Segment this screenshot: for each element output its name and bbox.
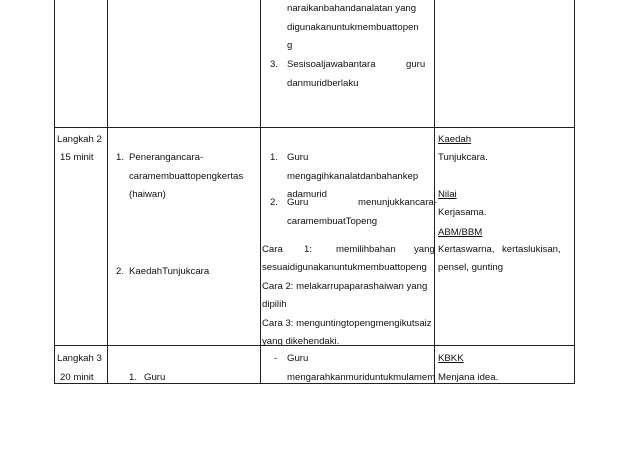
- row-divider-top: [54, 127, 575, 128]
- content-item-1-line-2: caramembuattopengkertas: [129, 171, 244, 182]
- step-3-label: Langkah 3: [57, 353, 102, 364]
- step-duration: 15 minit: [60, 152, 94, 163]
- activity-item-3-text-right: guru: [406, 59, 426, 70]
- step-3-content-number: 1.: [129, 372, 138, 383]
- activity-item-2-word-a: Guru: [287, 197, 309, 208]
- column-divider-1: [107, 0, 108, 384]
- activity-item-1-number: 1.: [270, 152, 279, 163]
- content-item-2-text: KaedahTunjukcara: [129, 266, 210, 277]
- activity-item-3-text: Sesisoaljawabantara: [287, 59, 376, 70]
- activity-continued-line-1: naraikanbahandanalatan yang: [287, 3, 417, 14]
- activity-item-2-number: 2.: [270, 197, 279, 208]
- activity-item-3-line-2: danmuridberlaku: [287, 78, 359, 89]
- step-3-duration: 20 minit: [60, 372, 94, 383]
- activity-continued-line-2: digunakanuntukmembuattopen: [287, 22, 419, 33]
- activity-item-2-word-b: menunjukkancara-: [358, 197, 437, 208]
- step-3-activity-dash: -: [274, 353, 278, 364]
- activity-item-3-number: 3.: [270, 59, 279, 70]
- kbkk-heading: KBKK: [438, 353, 464, 364]
- content-item-1-line-3: (haiwan): [129, 189, 166, 200]
- activity-item-1-line-1: Guru: [287, 152, 309, 163]
- nilai-heading: Nilai: [438, 189, 457, 200]
- step-3-activity-line-1: Guru: [287, 353, 309, 364]
- table-right-border: [574, 0, 575, 384]
- cara-3-line-2: yang dikehendaki.: [262, 336, 340, 347]
- content-item-2-number: 2.: [116, 266, 125, 277]
- activity-item-2-line-2: caramembuatTopeng: [287, 216, 378, 227]
- kaedah-heading: Kaedah: [438, 134, 472, 145]
- abm-word-2: kertaslukisan,: [502, 244, 561, 255]
- column-divider-3: [434, 0, 435, 384]
- activity-continued-line-3: g: [287, 40, 293, 51]
- column-divider-2: [260, 0, 261, 384]
- step-3-activity-line-2: mengarahkanmuriduntukmulamem: [287, 372, 436, 383]
- content-item-1-line-1: Penerangancara-: [129, 152, 204, 163]
- abm-word-1: Kertaswarna,: [438, 244, 495, 255]
- nilai-value: Kerjasama.: [438, 207, 487, 218]
- cara-1-word-3: memilihbahan: [336, 244, 396, 255]
- abm-heading: ABM/BBM: [438, 227, 483, 238]
- cara-2-line-1: Cara 2: melakarrupaparashaiwan yang: [262, 281, 428, 292]
- activity-item-1-line-2: mengagihkanalatdanbahankep: [287, 171, 419, 182]
- cara-2-line-2: dipilih: [262, 299, 287, 310]
- cara-1-line-2: sesuaidigunakanuntukmembuattopeng: [262, 262, 427, 273]
- cara-1-word-1: Cara: [262, 244, 283, 255]
- content-item-1-number: 1.: [116, 152, 125, 163]
- step-label: Langkah 2: [57, 134, 102, 145]
- step-3-content-text: Guru: [144, 372, 166, 383]
- cara-1-word-4: yang: [414, 244, 435, 255]
- table-left-border: [54, 0, 55, 384]
- kaedah-value: Tunjukcara.: [438, 152, 488, 163]
- abm-line-2: pensel, gunting: [438, 262, 504, 273]
- kbkk-value: Menjana idea.: [438, 372, 499, 383]
- cara-3-line-1: Cara 3: menguntingtopengmengikutsaiz: [262, 318, 432, 329]
- cara-1-word-2: 1:: [304, 244, 313, 255]
- activity-item-1-line-3: adamurid: [287, 189, 327, 200]
